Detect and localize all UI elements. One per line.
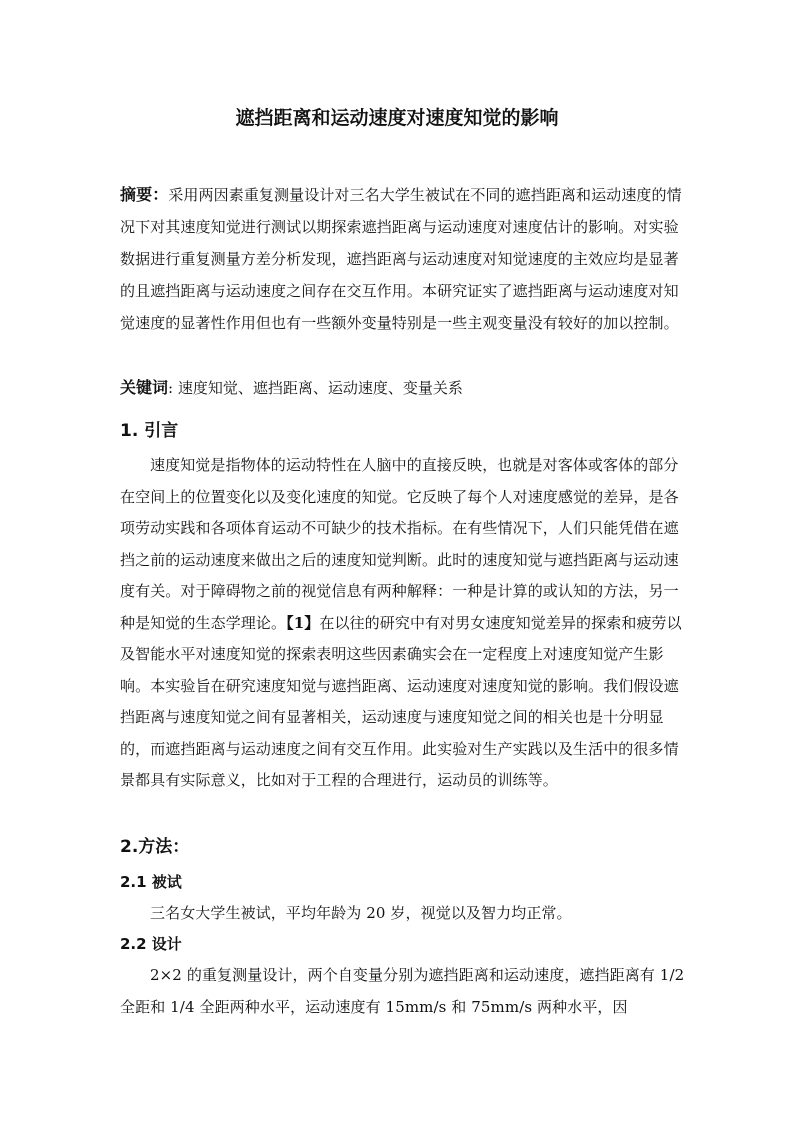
section-heading-method: 2.方法： bbox=[120, 837, 190, 857]
abstract-text: 采用两因素重复测量设计对三名大学生被试在不同的遮挡距离和运动速度的情况下对其速度知觉进行测试以期探索遮挡距离与运动速度对速度估计的影响。对实验数据进行重复测量方差分析发现，遮挡距离与运动速度对知觉速度的主效应均是显著的且遮挡距离与运动速度之间存在交互作用。本研究证实了遮挡距离与运动速度对知觉速度的显著性作用但也有一些额外变量特别是一些主观变量没有较好的加以控制。 bbox=[120, 186, 682, 332]
intro-paragraph bbox=[120, 450, 685, 797]
subsection-heading-design: 2.2 设计 bbox=[120, 935, 182, 953]
citation-marker: 【1】 bbox=[286, 613, 320, 632]
intro-text-part1: 速度知觉是指物体的运动特性在人脑中的直接反映，也就是对客体或客体的部分在空间上的位置变化以及变化速度的知觉。它反映了每个人对速度感觉的差异，是各项劳动实践和各项体育运动不可缺少的技术指标。在有些情况下，人们只能凭借在遮挡之前的运动速度来做出之后的速度知觉判断。此时的速度知觉与遮挡距离与运动速度有关。对于障碍物之前的视觉信息有两种解释：一种是计算的或认知的方法，另一种是知觉的生态学理论。 bbox=[120, 456, 679, 632]
intro-text-part2: 在以往的研究中有对男女速度知觉差异的探索和疲劳以及智能水平对速度知觉的探索表明这些因素确实会在一定程度上对速度知觉产生影响。本实验旨在研究速度知觉与遮挡距离、运动速度对速度知觉的影响。我们假设遮挡距离与速度知觉之间有显著相关，运动速度与速度知觉之间的相关也是十分明显的，而遮挡距离与运动速度之间有交互作用。此实验对生产实践以及生活中的很多情景都具有实际意义，比如对于工程的合理进行，运动员的训练等。 bbox=[120, 613, 682, 789]
abstract bbox=[120, 179, 685, 339]
keywords-label: 关键词 bbox=[120, 378, 169, 397]
subjects-paragraph: 三名女大学生被试，平均年龄为 20 岁，视觉以及智力均正常。 bbox=[150, 904, 572, 922]
keywords-text: : 速度知觉、遮挡距离、运动速度、变量关系 bbox=[168, 379, 463, 397]
design-paragraph: 2×2 的重复测量设计，两个自变量分别为遮挡距离和运动速度，遮挡距离有 1/2 全距和 1/4 全距两种水平，运动速度有 15mm/s 和 75mm/s 两种水平，因 bbox=[120, 966, 685, 1016]
section-heading-intro: 1. 引言 bbox=[120, 421, 179, 441]
abstract-label: 摘要： bbox=[120, 185, 169, 204]
subsection-heading-subjects: 2.1 被试 bbox=[120, 873, 182, 891]
paper-title: 遮挡距离和运动速度对速度知觉的影响 bbox=[235, 107, 559, 129]
keywords bbox=[120, 372, 685, 404]
